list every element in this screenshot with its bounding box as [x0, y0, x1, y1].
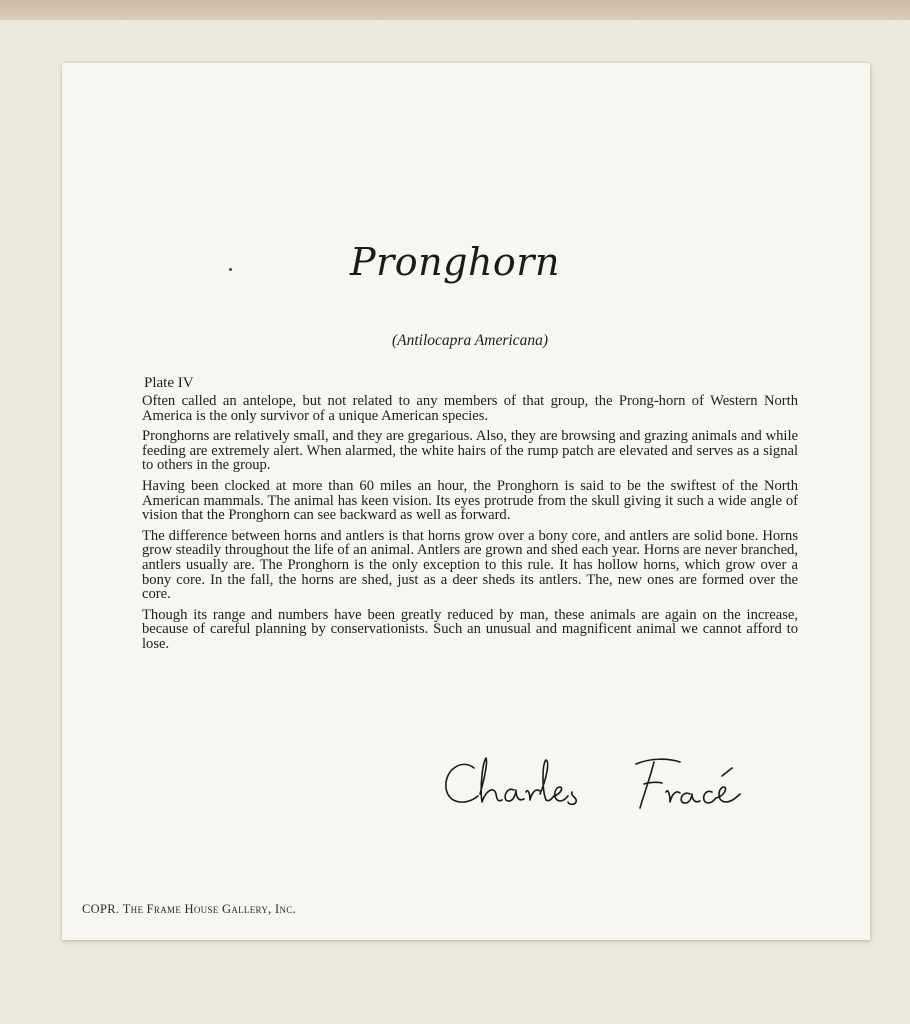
frame-edge [0, 0, 910, 22]
plate-label: Plate IV [144, 375, 194, 391]
body-text [142, 394, 798, 658]
copyright-prefix: COPR. [82, 902, 120, 916]
paragraph: The difference between horns and antlers is that horns grow over a bony core, and antlers are solid bone. Horns grow steadily throughout the life of an animal. Antlers are grown and shed each year. Horns are never branched, antlers usually are. The Pronghorn is the only exception to this rule. It has hollow horns, which grow over a bony core. In the fall, the horns are shed, just as a deer sheds its antlers. The, new ones are formed over the core. [142, 527, 798, 603]
copyright-line [82, 902, 296, 917]
handwritten-signature [440, 750, 780, 825]
publisher-name: The Frame House Gallery, Inc. [122, 902, 296, 916]
signature-drawing [440, 750, 780, 820]
paragraph: Often called an antelope, but not related to any members of that group, the Prong-horn of Western North America is the only survivor of a unique American species. [142, 393, 798, 424]
paragraph: Though its range and numbers have been greatly reduced by man, these animals are again on the increase, because of careful planning by conservationists. Such an unusual and magnificent animal we cannot afford to lose. [142, 606, 798, 652]
paragraph: Having been clocked at more than 60 miles an hour, the Pronghorn is said to be the swiftest of the North American mammals. The animal has keen vision. Its eyes protrude from the skull giving it such a wide angle of vision that the Pronghorn can see backward as well as forward. [142, 477, 798, 524]
species-name: (Antilocapra Americana) [392, 332, 548, 349]
paragraph: Pronghorns are relatively small, and they are gregarious. Also, they are browsing and grazing animals and while feeding are extremely alert. When alarmed, the white hairs of the rump patch are elevated and serves as a signal to others in the group. [142, 428, 798, 474]
document-title: Pronghorn [350, 240, 560, 284]
